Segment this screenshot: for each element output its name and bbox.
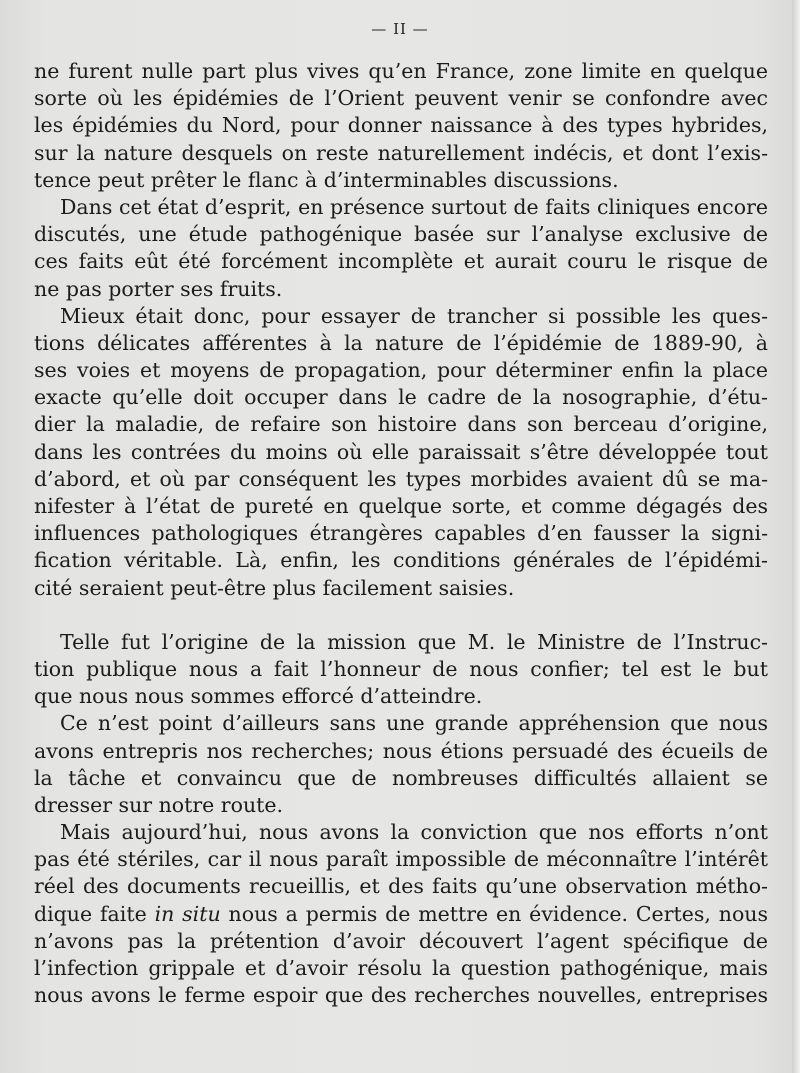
paragraph-4 [34,629,768,711]
text-line: d’abord, et où par conséquent les types morbides avaient dû se ma- [34,466,768,491]
page-number: — II — [371,20,429,38]
text-line: tions délicates afférentes à la nature de l’épidémie de 1889-90, à [34,330,768,355]
text-line: Telle fut l’origine de la mission que M. le Ministre de l’Instruc- [60,629,768,654]
text-fragment: nous a permis de mettre en évidence. Certes, nous [220,901,769,926]
text-line: Ce n’est point d’ailleurs sans une grande appréhension que nous [60,711,768,736]
text-line: les épidémies du Nord, pour donner naissance à des types hybrides, [34,113,768,138]
body-text [34,58,768,1009]
text-fragment: dique faite [34,901,155,926]
text-line: dresser sur notre route. [34,792,284,817]
italic-phrase: in situ [154,901,221,926]
text-line: Mais aujourd’hui, nous avons la conviction que nos efforts n’ont [60,820,768,845]
text-line: exacte qu’elle doit occuper dans le cadre de la nosographie, d’étu- [34,385,768,410]
text-line: réel des documents recueillis, et des faits qu’une observation métho- [34,874,768,899]
text-line-with-italic [34,901,768,928]
text-line: sorte où les épidémies de l’Orient peuvent venir se confondre avec [34,86,768,111]
text-line: ne pas porter ses fruits. [34,276,283,301]
text-line: discutés, une étude pathogénique basée sur l’analyse exclusive de [34,222,768,247]
text-line: nifester à l’état de pureté en quelque sorte, et comme dégagés des [34,494,768,518]
text-line: nous avons le ferme espoir que des recherches nouvelles, entreprises [34,983,768,1008]
text-line: tion publique nous a fait l’honneur de nous confier; tel est le but [34,656,768,681]
text-line: Dans cet état d’esprit, en présence surtout de faits cliniques encore [60,194,768,219]
text-line: que nous nous sommes efforcé d’atteindre. [34,684,483,709]
paragraph-3 [34,303,768,602]
text-line: cité seraient peut-être plus facilement saisies. [34,575,515,600]
text-line: dier la maladie, de refaire son histoire dans son berceau d’origine, [34,412,768,437]
text-line: influences pathologiques étrangères capables d’en fausser la signi- [34,521,768,546]
paragraph-5 [34,710,768,819]
paragraph-1 [34,58,768,194]
text-line: ne furent nulle part plus vives qu’en France, zone limite en quelque [34,59,768,83]
text-line: tence peut prêter le flanc à d’interminables discussions. [34,167,619,192]
text-line: n’avons pas la prétention d’avoir découvert l’agent spécifique de [34,928,768,953]
page-edge-shadow [792,0,800,1073]
paragraph-6 [34,819,768,1009]
text-line: ces faits eût été forcément incomplète et aurait couru le risque de [34,249,768,274]
text-line: fication véritable. Là, enfin, les conditions générales de l’épidémi- [34,548,768,573]
text-line: la tâche et convaincu que de nombreuses difficultés allaient se [34,765,768,790]
text-line: sur la nature desquels on reste naturellement indécis, et dont l’exis- [34,140,768,165]
section-gap [34,602,768,629]
paragraph-2 [34,194,768,303]
text-line: pas été stériles, car il nous paraît impossible de méconnaître l’intérêt [34,847,768,872]
text-line: dans les contrées du moins où elle paraissait s’être développée tout [34,439,768,464]
text-line: ses voies et moyens de propagation, pour déterminer enfin la place [34,358,768,383]
text-line: Mieux était donc, pour essayer de trancher si possible les ques- [60,303,768,328]
text-line: avons entrepris nos recherches; nous étions persuadé des écueils de [34,738,768,763]
text-line: l’infection grippale et d’avoir résolu la question pathogénique, mais [34,956,768,980]
